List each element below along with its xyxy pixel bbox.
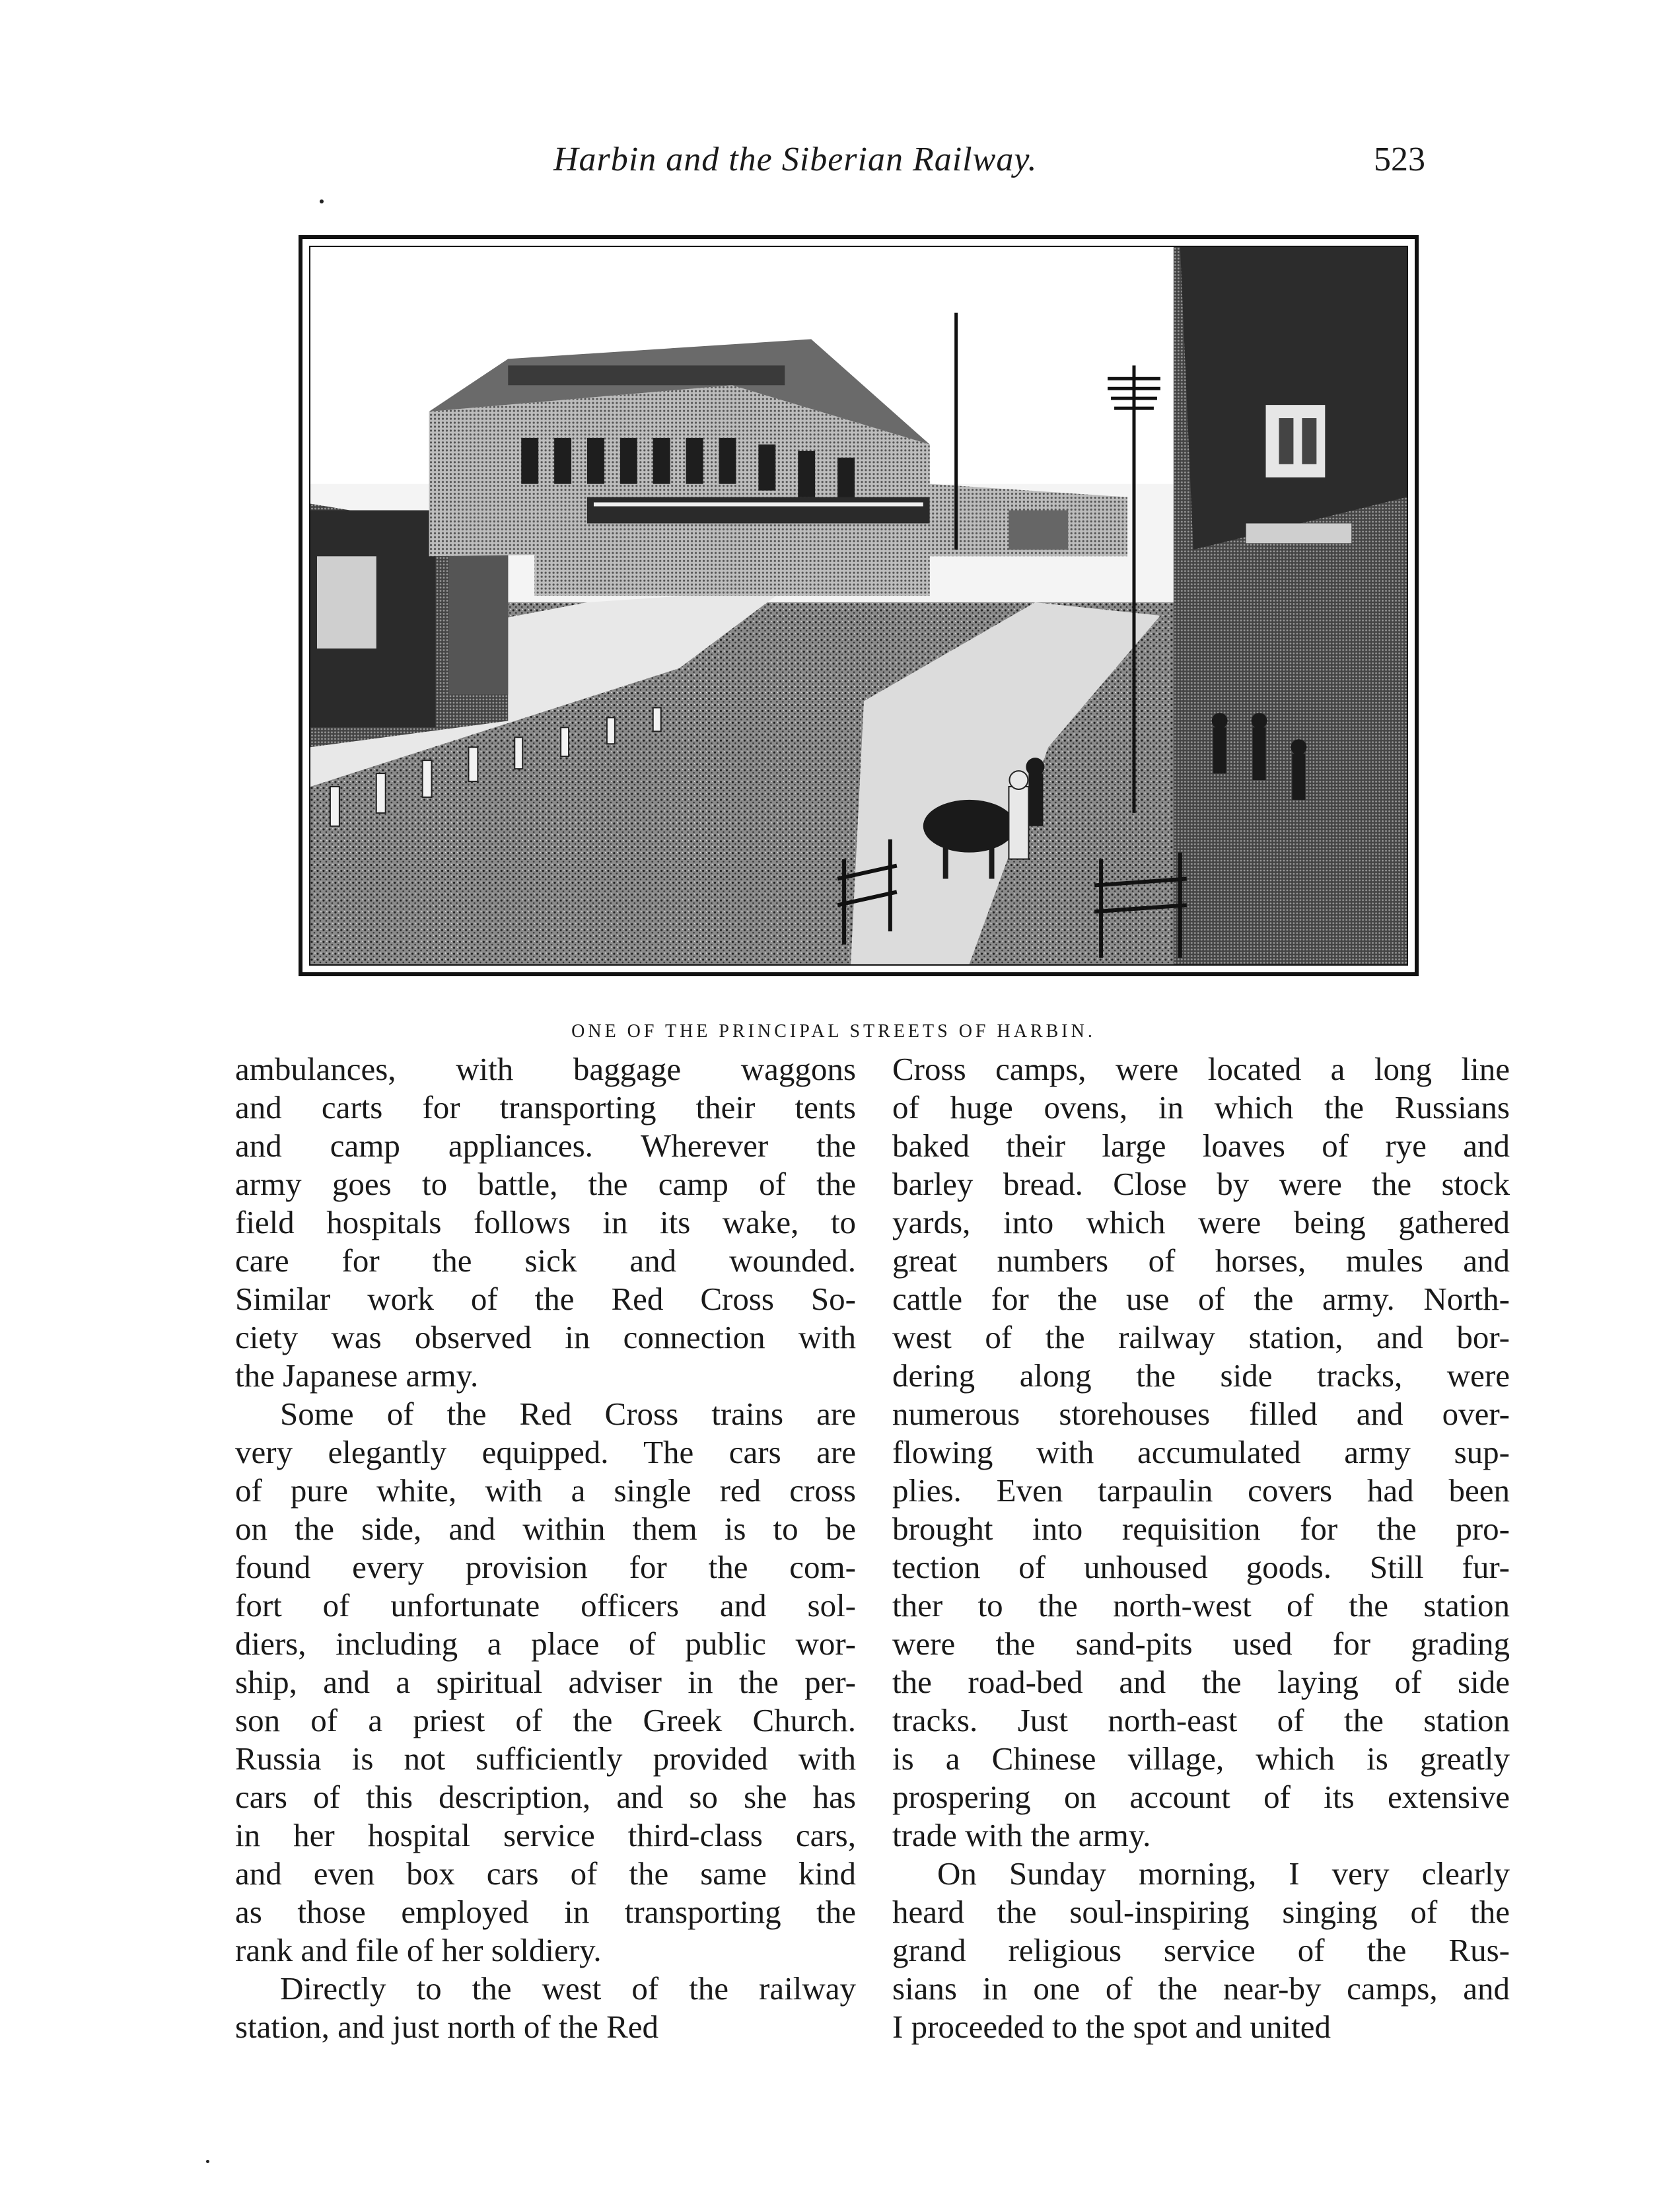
text-line: prospering on account of its extensive (892, 1779, 1510, 1815)
text-line: dering along the side tracks, were (892, 1357, 1510, 1394)
text-line: tracks. Just north-east of the station (892, 1702, 1510, 1738)
text-line: of huge ovens, in which the Russians (892, 1089, 1510, 1125)
street-scene-illustration (310, 247, 1407, 964)
right-text-column (892, 1050, 1510, 2046)
text-line: cattle for the use of the army. North- (892, 1281, 1510, 1317)
text-line: station, and just north of the Red (235, 2009, 658, 2045)
text-line: diers, including a place of public wor- (235, 1625, 856, 1662)
text-line: yards, into which were being gathered (892, 1204, 1510, 1240)
text-line: rank and file of her soldiery. (235, 1932, 602, 1968)
text-line: ambulances, with baggage waggons (235, 1051, 856, 1087)
text-line: brought into requisition for the pro- (892, 1511, 1510, 1547)
print-speck (206, 2160, 209, 2163)
photograph-image (309, 246, 1408, 966)
text-line: and carts for transporting their tents (235, 1089, 856, 1125)
text-line: is a Chinese village, which is greatly (892, 1740, 1510, 1777)
text-line: on the side, and within them is to be (235, 1511, 856, 1547)
text-line: tection of unhoused goods. Still fur- (892, 1549, 1510, 1585)
text-line: Similar work of the Red Cross So- (235, 1281, 856, 1317)
running-title: Harbin and the Siberian Railway. (553, 141, 1038, 178)
text-line: flowing with accumulated army sup- (892, 1434, 1510, 1470)
figure-caption: ONE OF THE PRINCIPAL STREETS OF HARBIN. (571, 1021, 1096, 1042)
text-line: cars of this description, and so she has (235, 1779, 856, 1815)
page-number: 523 (1374, 141, 1425, 178)
text-line: as those employed in transporting the (235, 1894, 856, 1930)
text-line: of pure white, with a single red cross (235, 1472, 856, 1509)
text-line: baked their large loaves of rye and (892, 1127, 1510, 1164)
text-line: great numbers of horses, mules and (892, 1242, 1510, 1279)
text-line: very elegantly equipped. The cars are (235, 1434, 856, 1470)
text-line: ther to the north-west of the station (892, 1587, 1510, 1623)
text-line: care for the sick and wounded. (235, 1242, 856, 1279)
text-line: in her hospital service third-class cars, (235, 1817, 856, 1853)
text-line: numerous storehouses filled and over- (892, 1396, 1510, 1432)
text-line: sians in one of the near-by camps, and (892, 1970, 1510, 2007)
text-line: found every provision for the com- (235, 1549, 856, 1585)
text-line: ciety was observed in connection with (235, 1319, 856, 1355)
text-line: Directly to the west of the railway (280, 1970, 856, 2007)
text-line: Russia is not sufficiently provided with (235, 1740, 856, 1777)
text-line: fort of unfortunate officers and sol- (235, 1587, 856, 1623)
text-line: were the sand-pits used for grading (892, 1625, 1510, 1662)
text-line: the Japanese army. (235, 1357, 479, 1394)
left-text-column (235, 1050, 856, 2046)
text-line: and camp appliances. Wherever the (235, 1127, 856, 1164)
text-line: Some of the Red Cross trains are (280, 1396, 856, 1432)
text-line: field hospitals follows in its wake, to (235, 1204, 856, 1240)
text-line: On Sunday morning, I very clearly (937, 1855, 1510, 1892)
print-speck (320, 199, 324, 203)
text-line: and even box cars of the same kind (235, 1855, 856, 1892)
running-head (0, 140, 1667, 186)
text-line: west of the railway station, and bor- (892, 1319, 1510, 1355)
text-line: Cross camps, were located a long line (892, 1051, 1510, 1087)
text-line: grand religious service of the Rus- (892, 1932, 1510, 1968)
text-line: army goes to battle, the camp of the (235, 1166, 856, 1202)
text-line: heard the soul-inspiring singing of the (892, 1894, 1510, 1930)
text-line: ship, and a spiritual adviser in the per- (235, 1664, 856, 1700)
text-line: I proceeded to the spot and united (892, 2009, 1331, 2045)
street-photograph (299, 235, 1419, 976)
text-line: plies. Even tarpaulin covers had been (892, 1472, 1510, 1509)
text-line: barley bread. Close by were the stock (892, 1166, 1510, 1202)
text-line: trade with the army. (892, 1817, 1151, 1853)
text-line: the road-bed and the laying of side (892, 1664, 1510, 1700)
text-line: son of a priest of the Greek Church. (235, 1702, 856, 1738)
